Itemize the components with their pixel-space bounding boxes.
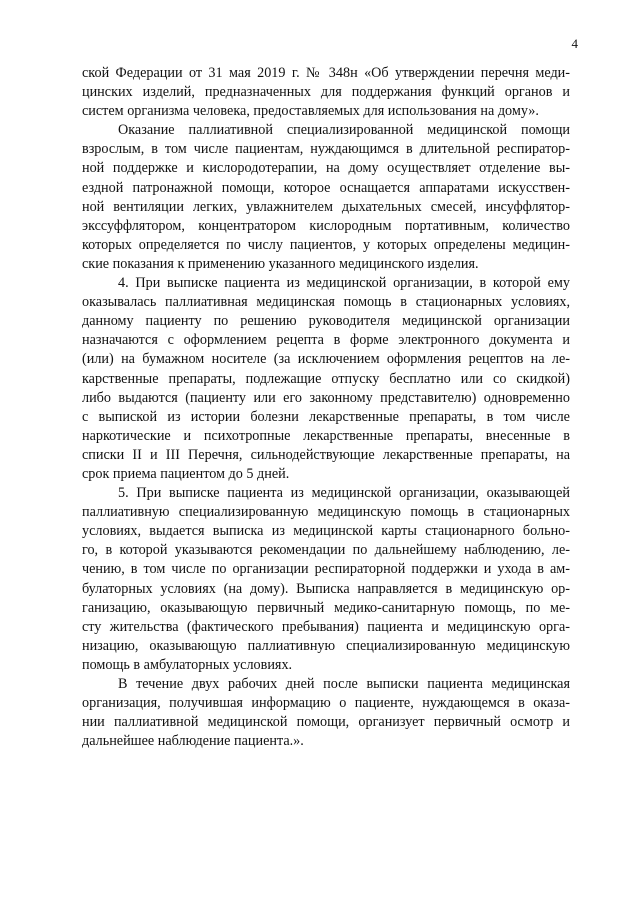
text-line: 4. При выписке пациента из медицинской организации, в которой ему <box>118 275 570 292</box>
text-line: булаторных условиях (на дому). Выписка направляется в медицинскую ор- <box>82 580 570 597</box>
text-line: списки II и III Перечня, сильнодействующие лекарственные препараты, на <box>82 446 570 463</box>
text-line: помощь в амбулаторных условиях. <box>82 656 293 673</box>
text-line: назначаются с оформлением рецепта в форме электронного документа и <box>82 332 570 349</box>
text-line: оказывалась паллиативная медицинская помощь в стационарных условиях, <box>82 294 570 311</box>
text-line: либо выдаются (пациенту или его законному представителю) одновременно <box>82 389 570 406</box>
text-line: данному пациенту по решению руководителя медицинской организации <box>82 313 570 330</box>
paragraph-4 <box>82 484 570 675</box>
text-line: наркотические и психотропные лекарственные препараты, внесенные в <box>82 427 570 444</box>
paragraph-2 <box>82 121 570 274</box>
text-line: срок приема пациентом до 5 дней. <box>82 465 290 482</box>
text-line: В течение двух рабочих дней после выписки пациента медицинская <box>118 676 570 692</box>
text-line: которых определяется по числу пациентов, у которых определены медицин- <box>82 236 570 253</box>
text-line: 5. При выписке пациента из медицинской организации, оказывающей <box>118 485 570 502</box>
text-line: условиях, выдается выписка из медицинской карты стационарного больно- <box>82 523 570 540</box>
text-line: ной вентиляции легких, увлажнителем дыхательных смесей, инсуффлятор- <box>82 198 570 215</box>
text-line: сту жительства (фактического пребывания) пациента и медицинскую орга- <box>82 618 570 635</box>
paragraph-1 <box>82 64 570 121</box>
text-line: го, в которой указываются рекомендации по дальнейшему наблюдению, ле- <box>82 542 570 559</box>
text-line: ной поддержке и кислородотерапии, на дому осуществляет отделение вы- <box>82 160 570 177</box>
text-line: низацию, оказывающую паллиативную специализированную медицинскую <box>82 637 570 654</box>
text-line: систем организма человека, предоставляемых для использования на дому». <box>82 103 539 120</box>
text-line: Оказание паллиативной специализированной медицинской помощи <box>118 122 570 139</box>
text-line: ской Федерации от 31 мая 2019 г. № 348н «Об утверждении перечня меди- <box>82 65 570 81</box>
page-number: 4 <box>571 36 578 51</box>
paragraph-3 <box>82 274 570 484</box>
text-line: нии паллиативной медицинской помощи, организует первичный осмотр и <box>82 714 570 731</box>
paragraph-5 <box>82 675 570 751</box>
text-line: с выпиской из истории болезни лекарственные препараты, в том числе <box>82 408 570 425</box>
text-line: экссуффлятором, концентратором кислородным портативным, количество <box>82 217 570 234</box>
document-body <box>82 64 570 751</box>
text-line: ские показания к применению указанного медицинского изделия. <box>82 255 479 272</box>
text-line: дальнейшее наблюдение пациента.». <box>82 733 304 750</box>
text-line: карственные препараты, подлежащие отпуску бесплатно или со скидкой) <box>82 370 570 387</box>
text-line: паллиативную специализированную медицинскую помощь в стационарных <box>82 504 570 521</box>
text-line: (или) на бумажном носителе (за исключением оформления рецептов на ле- <box>82 351 570 368</box>
text-line: цинских изделий, предназначенных для поддержания функций органов и <box>82 84 570 101</box>
text-line: взрослым, в том числе пациентам, нуждающимся в длительной респиратор- <box>82 141 570 158</box>
text-line: чению, в том числе по организации респираторной поддержки и ухода в ам- <box>82 561 570 578</box>
text-line: организация, получившая информацию о пациенте, нуждающемся в оказа- <box>82 695 570 712</box>
text-line: ганизацию, оказывающую первичный медико-санитарную помощь, по ме- <box>82 599 570 616</box>
text-line: ездной патронажной помощи, которое оснащается аппаратами искусствен- <box>82 179 570 196</box>
